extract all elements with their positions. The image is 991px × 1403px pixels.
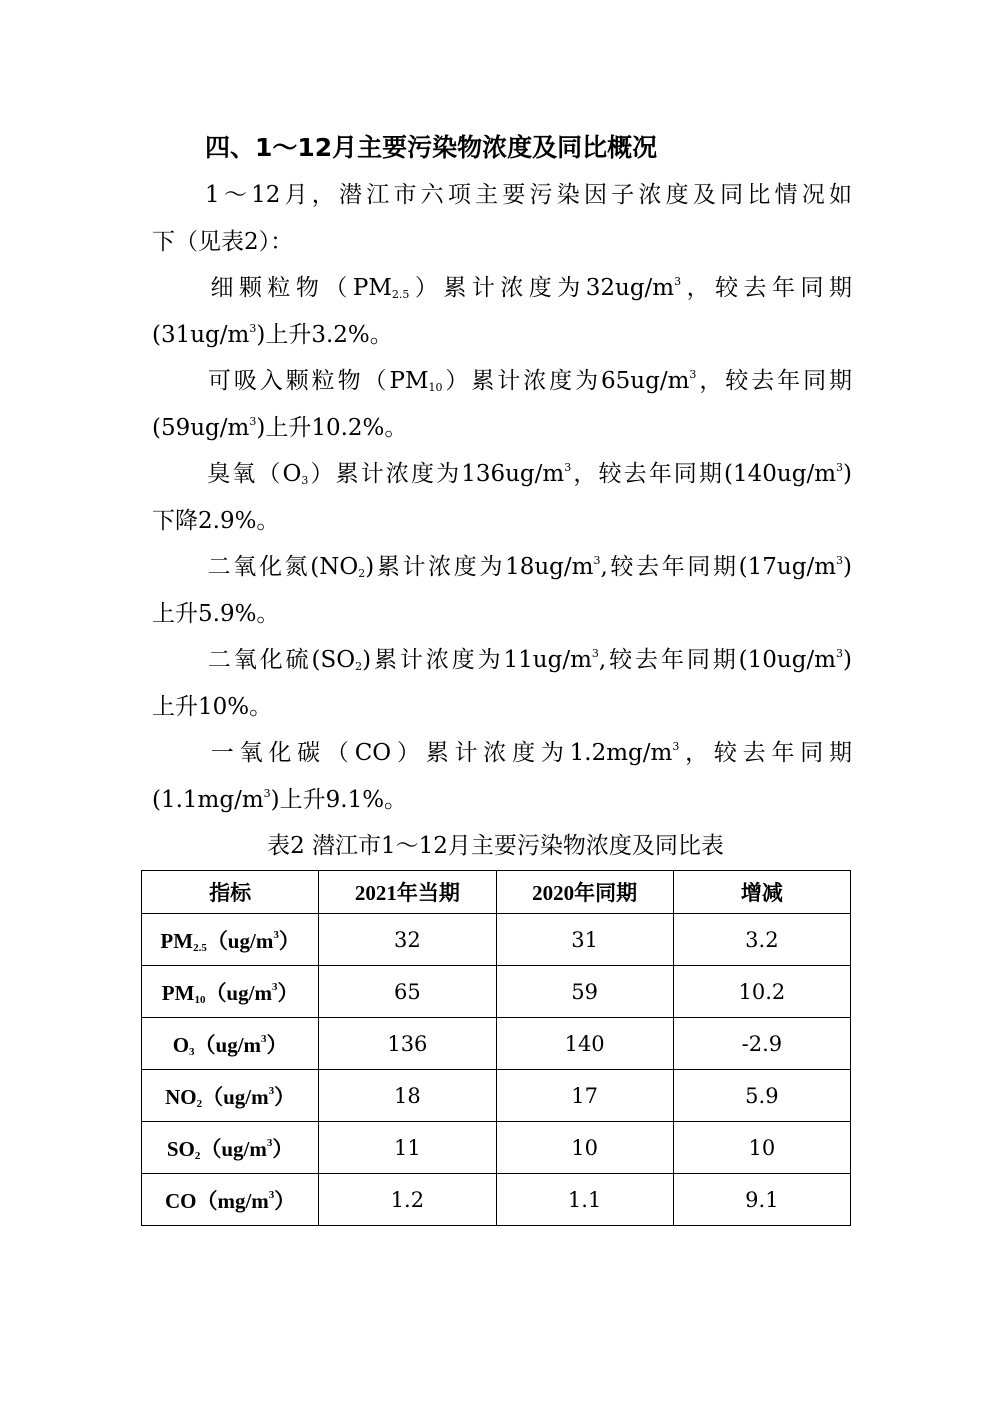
table-header-row xyxy=(142,871,851,914)
row-label: $PM_{2.5}(ug/m^3)$ xyxy=(142,914,319,966)
cell-current: 32 xyxy=(319,914,496,966)
header-change: 增减 xyxy=(673,871,850,914)
table-caption: 表2 潜江市1～12月主要污染物浓度及同比表 xyxy=(267,833,724,859)
intro-line-1: 1～12月，潜江市六项主要污染因子浓度及同比情况如 xyxy=(205,182,852,208)
no2-paragraph: 二氧化氮$(NO_2)$累计浓度为$18ug/m^3$,较去年同期$(17ug/m^3)$ 上升5.9%。 xyxy=(152,554,852,627)
pm25-paragraph: 细颗粒物$(PM_{2.5})$累计浓度为$32ug/m^3$，较去年同期 $(31ug/m^3)$上升3.2%。 xyxy=(152,275,852,348)
row-label: $CO(mg/m^3)$ xyxy=(142,1174,319,1226)
header-indicator: 指标 xyxy=(142,871,319,914)
row-label: $NO_2(ug/m^3)$ xyxy=(142,1070,319,1122)
cell-previous: 31 xyxy=(496,914,673,966)
cell-change: 3.2 xyxy=(673,914,850,966)
cell-change: 10.2 xyxy=(673,966,850,1018)
cell-current: 1.2 xyxy=(319,1174,496,1226)
cell-previous: 17 xyxy=(496,1070,673,1122)
row-label: $O_3(ug/m^3)$ xyxy=(142,1018,319,1070)
pollutant-table xyxy=(141,870,851,1226)
pm10-paragraph: 可吸入颗粒物$(PM_{10})$累计浓度为$65ug/m^3$，较去年同期 $(59ug/m^3)$上升10.2%。 xyxy=(152,368,853,441)
intro-line-2: 下（见表2）： xyxy=(152,228,294,255)
table-row xyxy=(142,1122,851,1174)
cell-change: -2.9 xyxy=(673,1018,850,1070)
cell-previous: 1.1 xyxy=(496,1174,673,1226)
table-row xyxy=(142,1018,851,1070)
table-row xyxy=(142,966,851,1018)
so2-paragraph: 二氧化硫$(SO_2)$累计浓度为$11ug/m^3$,较去年同期$(10ug/m^3)$ 上升10%。 xyxy=(152,647,852,720)
table-row xyxy=(142,1174,851,1226)
cell-previous: 10 xyxy=(496,1122,673,1174)
cell-current: 11 xyxy=(319,1122,496,1174)
cell-change: 9.1 xyxy=(673,1174,850,1226)
section-heading: 四、1～12月主要污染物浓度及同比概况 xyxy=(205,133,658,162)
cell-current: 136 xyxy=(319,1018,496,1070)
row-label: $PM_{10}(ug/m^3)$ xyxy=(142,966,319,1018)
intro-paragraph xyxy=(152,172,852,265)
cell-previous: 140 xyxy=(496,1018,673,1070)
header-2021: 2021年当期 xyxy=(319,871,496,914)
table-row xyxy=(142,1070,851,1122)
cell-previous: 59 xyxy=(496,966,673,1018)
co-paragraph: 一氧化碳（CO）累计浓度为$1.2mg/m^3$，较去年同期 $(1.1mg/m^3)$上升9.1%。 xyxy=(152,740,853,813)
row-label: $SO_2(ug/m^3)$ xyxy=(142,1122,319,1174)
cell-change: 10 xyxy=(673,1122,850,1174)
header-2020: 2020年同期 xyxy=(496,871,673,914)
cell-current: 18 xyxy=(319,1070,496,1122)
table-row xyxy=(142,914,851,966)
o3-paragraph: 臭氧$(O_3)$累计浓度为$136ug/m^3$，较去年同期$(140ug/m^3)$ 下降2.9%。 xyxy=(152,461,853,534)
cell-change: 5.9 xyxy=(673,1070,850,1122)
cell-current: 65 xyxy=(319,966,496,1018)
